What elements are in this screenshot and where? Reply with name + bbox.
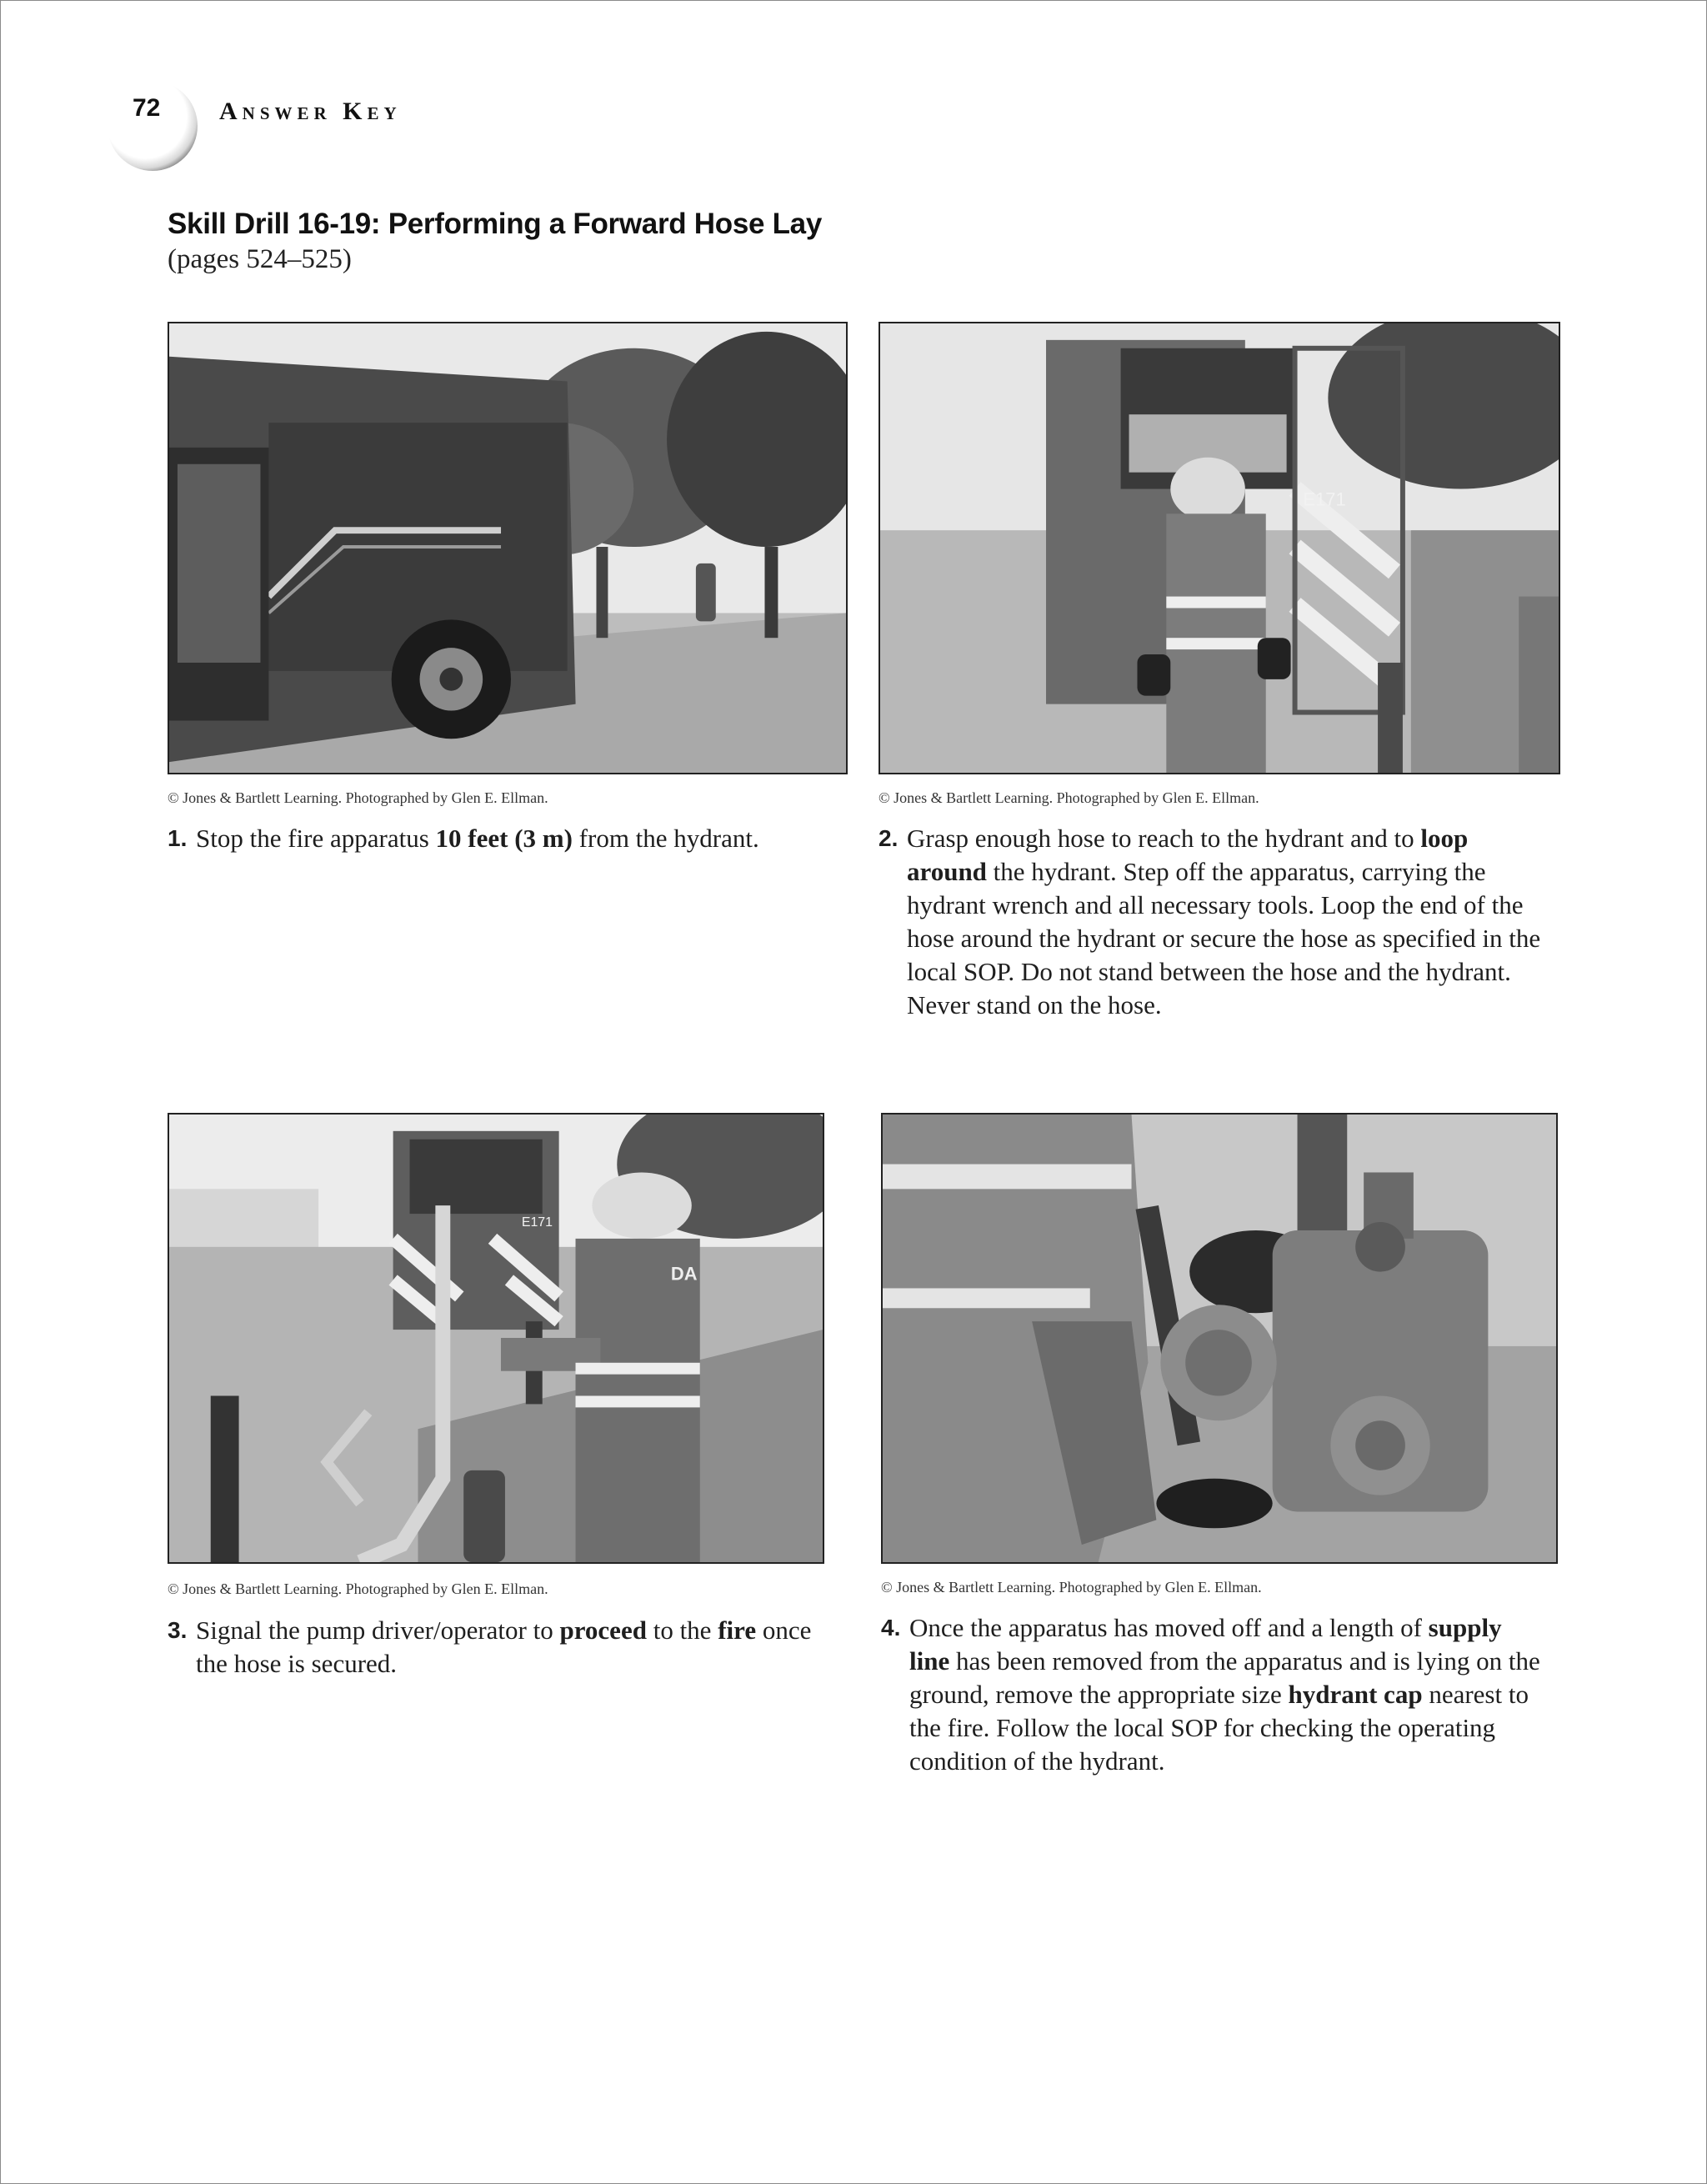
step-4-number: 4. (881, 1615, 901, 1641)
truck-unit-label: E171 (1303, 488, 1346, 510)
skill-drill-title: Skill Drill 16-19: Performing a Forward Hose Lay (168, 208, 823, 240)
page-number: 72 (133, 94, 161, 122)
step-1-photo-credit: © Jones & Bartlett Learning. Photographed by Glen E. Ellman. (168, 789, 548, 806)
step-3-photo (168, 1113, 824, 1564)
step-1-text: Stop the fire apparatus 10 feet (3 m) from the hydrant. (196, 824, 759, 853)
step-4 (881, 1611, 1548, 1778)
running-head: Answer Key (219, 98, 402, 125)
step-3-photo-credit: © Jones & Bartlett Learning. Photographed by Glen E. Ellman. (168, 1580, 548, 1597)
helmet-initials-label: DA (670, 1263, 698, 1285)
step-1-number: 1. (168, 825, 188, 851)
step-4-text: Once the apparatus has moved off and a length of supply line has been removed from the apparatus and is lying on the ground, remove the appropriate size hydrant cap nearest to the fire. Follow the local SOP for checking the operating condition of the hydrant. (909, 1613, 1540, 1776)
step-3-text: Signal the pump driver/operator to proceed to the fire once the hose is secured. (196, 1615, 812, 1678)
step-2-text: Grasp enough hose to reach to the hydrant and to loop around the hydrant. Step off the apparatus, carrying the hydrant wrench and all necessary tools. Loop the end of the hose around the hydrant or secure the hose as specified in the local SOP. Do not stand between the hose and the hydrant. Never stand on the hose. (907, 824, 1541, 1019)
step-4-photo-credit: © Jones & Bartlett Learning. Photographed by Glen E. Ellman. (881, 1579, 1262, 1595)
step-2 (879, 822, 1545, 1022)
step-1 (168, 822, 818, 855)
step-3 (168, 1614, 834, 1681)
step-3-number: 3. (168, 1617, 188, 1643)
step-2-number: 2. (879, 825, 899, 851)
step-2-photo-credit: © Jones & Bartlett Learning. Photographed by Glen E. Ellman. (879, 789, 1259, 806)
truck-unit-label-2: E171 (521, 1215, 553, 1230)
step-1-photo (168, 322, 848, 774)
step-4-photo (881, 1113, 1558, 1564)
skill-drill-page-range: (pages 524–525) (168, 244, 352, 274)
step-2-photo (879, 322, 1560, 774)
